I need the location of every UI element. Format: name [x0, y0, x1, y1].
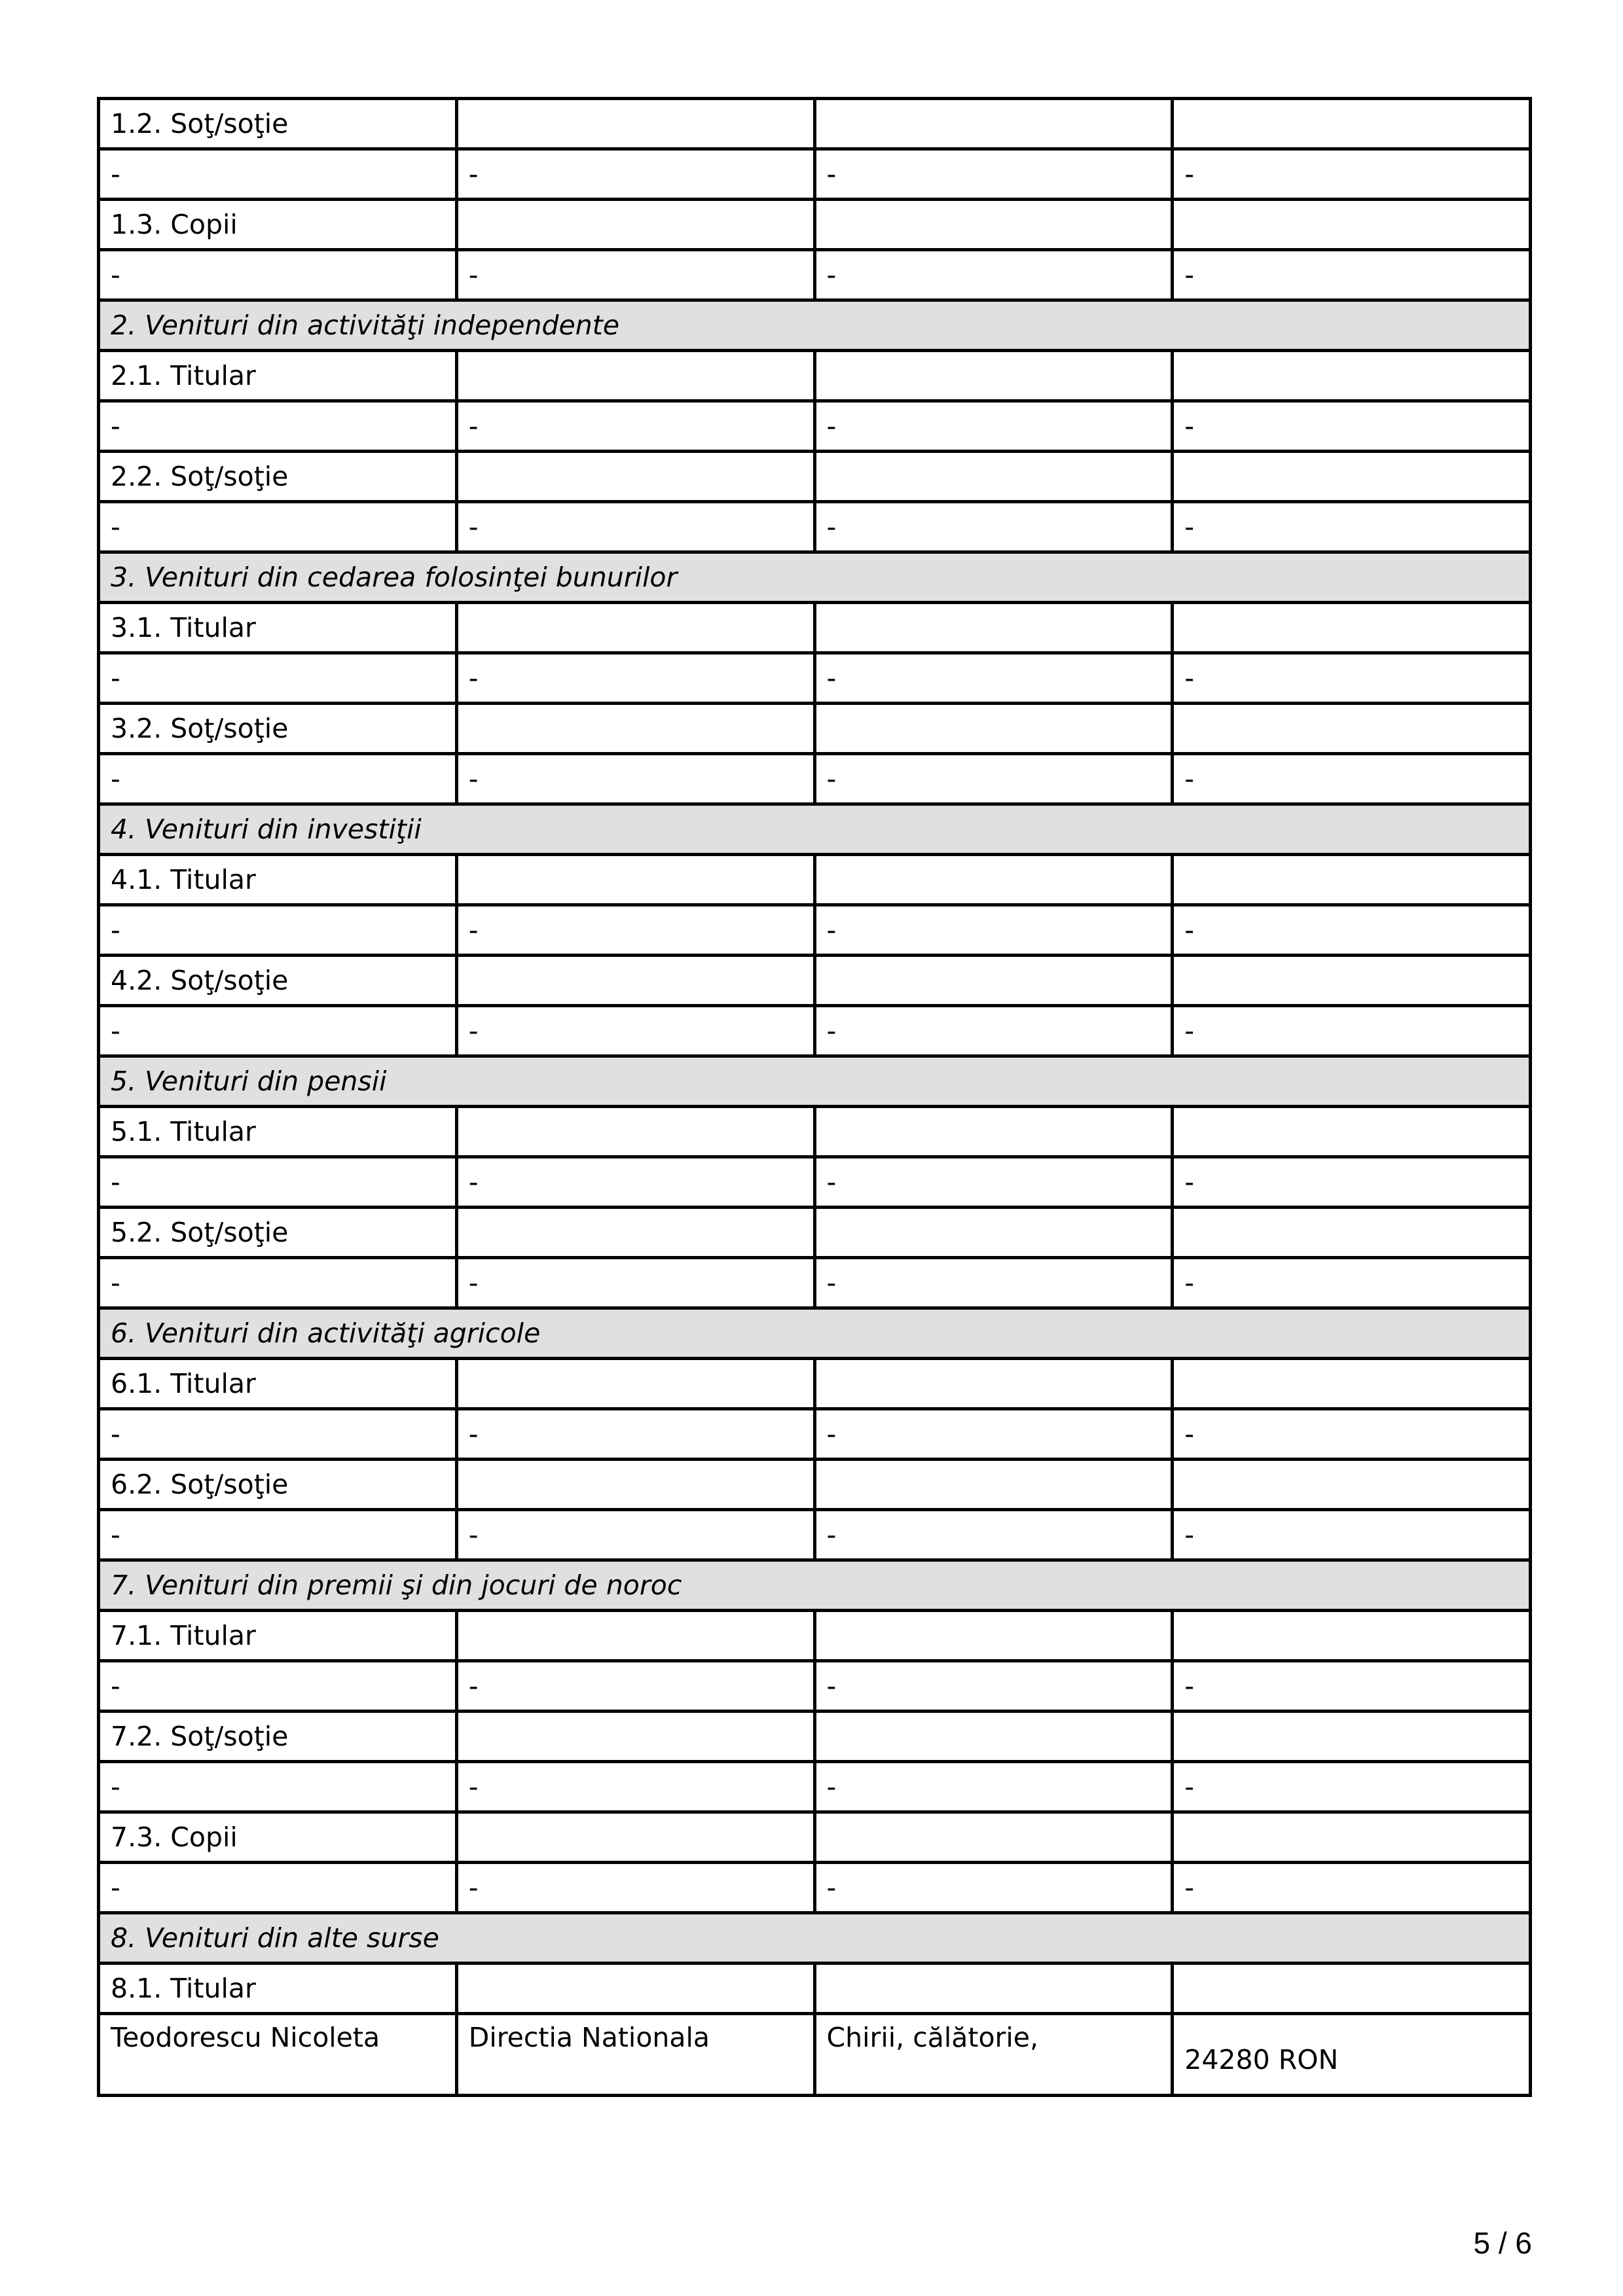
empty-cell — [814, 1964, 1173, 2014]
empty-cell — [456, 452, 814, 502]
payer-cell: Directia Nationala — [456, 2014, 814, 2096]
service-cell: - — [814, 1762, 1173, 1812]
empty-cell — [814, 1712, 1173, 1762]
empty-entry-row — [99, 1006, 1531, 1056]
amount-cell: - — [1173, 754, 1531, 804]
empty-cell — [456, 1964, 814, 2014]
subsection-label: 7.2. Soţ/soţie — [99, 1712, 457, 1762]
subsection-row — [99, 1460, 1531, 1510]
subsection-label: 6.1. Titular — [99, 1359, 457, 1409]
subsection-row — [99, 351, 1531, 401]
payer-cell: - — [456, 149, 814, 200]
empty-cell — [814, 956, 1173, 1006]
payer-cell: - — [456, 1006, 814, 1056]
empty-cell — [1173, 603, 1531, 653]
payer-cell: - — [456, 653, 814, 704]
empty-cell — [456, 1611, 814, 1661]
section-header-label: 7. Venituri din premii şi din jocuri de noroc — [99, 1560, 1531, 1611]
payer-cell: - — [456, 250, 814, 300]
empty-cell — [1173, 956, 1531, 1006]
amount-cell: - — [1173, 1157, 1531, 1208]
amount-cell: - — [1173, 905, 1531, 956]
subsection-row — [99, 1359, 1531, 1409]
empty-cell — [1173, 855, 1531, 905]
empty-cell — [456, 99, 814, 149]
income-source-cell: Teodorescu Nicoleta — [99, 2014, 457, 2096]
income-entry-row — [99, 2014, 1531, 2096]
amount-cell: - — [1173, 1762, 1531, 1812]
service-cell: - — [814, 1006, 1173, 1056]
subsection-row — [99, 956, 1531, 1006]
service-cell: - — [814, 250, 1173, 300]
empty-cell — [814, 1460, 1173, 1510]
income-source-cell: - — [99, 905, 457, 956]
subsection-label: 3.2. Soţ/soţie — [99, 704, 457, 754]
income-table-body — [99, 99, 1531, 2096]
empty-cell — [1173, 1611, 1531, 1661]
payer-cell: - — [456, 1661, 814, 1712]
subsection-label: 2.2. Soţ/soţie — [99, 452, 457, 502]
empty-cell — [456, 603, 814, 653]
empty-cell — [1173, 1964, 1531, 2014]
empty-cell — [456, 200, 814, 250]
payer-cell: - — [456, 1157, 814, 1208]
subsection-label: 3.1. Titular — [99, 603, 457, 653]
service-cell: - — [814, 905, 1173, 956]
income-source-cell: - — [99, 1510, 457, 1560]
empty-cell — [814, 704, 1173, 754]
income-source-cell: - — [99, 1006, 457, 1056]
service-cell: Chirii, călătorie, — [814, 2014, 1173, 2096]
income-source-cell: - — [99, 401, 457, 452]
subsection-row — [99, 1964, 1531, 2014]
empty-entry-row — [99, 149, 1531, 200]
subsection-label: 5.1. Titular — [99, 1107, 457, 1157]
subsection-row — [99, 1812, 1531, 1863]
income-source-cell: - — [99, 1157, 457, 1208]
payer-cell: - — [456, 1762, 814, 1812]
empty-cell — [814, 351, 1173, 401]
empty-cell — [1173, 1359, 1531, 1409]
subsection-label: 4.1. Titular — [99, 855, 457, 905]
payer-cell: - — [456, 1863, 814, 1913]
amount-cell: - — [1173, 653, 1531, 704]
empty-entry-row — [99, 1762, 1531, 1812]
empty-cell — [814, 200, 1173, 250]
empty-cell — [456, 1712, 814, 1762]
payer-cell: - — [456, 1409, 814, 1460]
empty-cell — [814, 1107, 1173, 1157]
service-cell: - — [814, 149, 1173, 200]
payer-cell: - — [456, 1258, 814, 1308]
amount-cell: - — [1173, 250, 1531, 300]
page-number: 5 / 6 — [1473, 2226, 1532, 2260]
empty-cell — [456, 1107, 814, 1157]
empty-cell — [1173, 704, 1531, 754]
empty-entry-row — [99, 502, 1531, 552]
payer-cell: - — [456, 905, 814, 956]
empty-cell — [1173, 1812, 1531, 1863]
section-header-label: 3. Venituri din cedarea folosinţei bunurilor — [99, 552, 1531, 603]
service-cell: - — [814, 1661, 1173, 1712]
empty-entry-row — [99, 1863, 1531, 1913]
empty-entry-row — [99, 250, 1531, 300]
section-header-label: 6. Venituri din activităţi agricole — [99, 1308, 1531, 1359]
amount-cell: - — [1173, 401, 1531, 452]
empty-cell — [1173, 200, 1531, 250]
section-header-row — [99, 804, 1531, 855]
empty-cell — [814, 452, 1173, 502]
empty-entry-row — [99, 905, 1531, 956]
section-header-row — [99, 552, 1531, 603]
payer-cell: - — [456, 502, 814, 552]
service-cell: - — [814, 1863, 1173, 1913]
amount-cell: - — [1173, 502, 1531, 552]
section-header-row — [99, 1308, 1531, 1359]
service-cell: - — [814, 653, 1173, 704]
income-source-cell: - — [99, 1258, 457, 1308]
section-header-label: 4. Venituri din investiţii — [99, 804, 1531, 855]
empty-entry-row — [99, 1510, 1531, 1560]
empty-entry-row — [99, 401, 1531, 452]
empty-cell — [1173, 452, 1531, 502]
empty-entry-row — [99, 754, 1531, 804]
empty-cell — [814, 99, 1173, 149]
empty-cell — [456, 1812, 814, 1863]
empty-cell — [456, 1208, 814, 1258]
subsection-label: 7.1. Titular — [99, 1611, 457, 1661]
subsection-label: 4.2. Soţ/soţie — [99, 956, 457, 1006]
section-header-label: 5. Venituri din pensii — [99, 1056, 1531, 1107]
subsection-row — [99, 603, 1531, 653]
amount-cell: 24280 RON — [1173, 2014, 1531, 2096]
empty-cell — [1173, 351, 1531, 401]
section-header-row — [99, 300, 1531, 351]
amount-cell: - — [1173, 1510, 1531, 1560]
empty-cell — [1173, 1460, 1531, 1510]
service-cell: - — [814, 1510, 1173, 1560]
service-cell: - — [814, 754, 1173, 804]
income-source-cell: - — [99, 754, 457, 804]
subsection-row — [99, 200, 1531, 250]
payer-cell: - — [456, 401, 814, 452]
empty-cell — [814, 855, 1173, 905]
empty-entry-row — [99, 653, 1531, 704]
section-header-label: 2. Venituri din activităţi independente — [99, 300, 1531, 351]
empty-cell — [1173, 1107, 1531, 1157]
empty-cell — [1173, 1712, 1531, 1762]
amount-cell: - — [1173, 1409, 1531, 1460]
income-source-cell: - — [99, 1661, 457, 1712]
subsection-label: 7.3. Copii — [99, 1812, 457, 1863]
empty-cell — [814, 1611, 1173, 1661]
subsection-row — [99, 1107, 1531, 1157]
subsection-label: 8.1. Titular — [99, 1964, 457, 2014]
subsection-row — [99, 704, 1531, 754]
payer-cell: - — [456, 1510, 814, 1560]
section-header-label: 8. Venituri din alte surse — [99, 1913, 1531, 1964]
subsection-label: 1.3. Copii — [99, 200, 457, 250]
income-source-cell: - — [99, 149, 457, 200]
amount-cell: - — [1173, 149, 1531, 200]
income-source-cell: - — [99, 653, 457, 704]
subsection-label: 6.2. Soţ/soţie — [99, 1460, 457, 1510]
subsection-label: 2.1. Titular — [99, 351, 457, 401]
income-table — [97, 97, 1532, 2097]
empty-entry-row — [99, 1409, 1531, 1460]
empty-cell — [456, 956, 814, 1006]
subsection-row — [99, 855, 1531, 905]
empty-cell — [456, 1460, 814, 1510]
empty-cell — [814, 603, 1173, 653]
service-cell: - — [814, 1409, 1173, 1460]
income-source-cell: - — [99, 250, 457, 300]
income-source-cell: - — [99, 1409, 457, 1460]
empty-cell — [456, 704, 814, 754]
empty-cell — [1173, 99, 1531, 149]
income-source-cell: - — [99, 1863, 457, 1913]
empty-cell — [814, 1812, 1173, 1863]
income-source-cell: - — [99, 502, 457, 552]
service-cell: - — [814, 1157, 1173, 1208]
empty-entry-row — [99, 1661, 1531, 1712]
payer-cell: - — [456, 754, 814, 804]
subsection-row — [99, 1611, 1531, 1661]
empty-cell — [456, 855, 814, 905]
empty-cell — [814, 1208, 1173, 1258]
amount-cell: - — [1173, 1258, 1531, 1308]
section-header-row — [99, 1056, 1531, 1107]
amount-cell: - — [1173, 1661, 1531, 1712]
empty-entry-row — [99, 1258, 1531, 1308]
subsection-label: 1.2. Soţ/soţie — [99, 99, 457, 149]
subsection-row — [99, 1712, 1531, 1762]
amount-cell: - — [1173, 1863, 1531, 1913]
subsection-label: 5.2. Soţ/soţie — [99, 1208, 457, 1258]
subsection-row — [99, 99, 1531, 149]
section-header-row — [99, 1913, 1531, 1964]
subsection-row — [99, 452, 1531, 502]
amount-cell: - — [1173, 1006, 1531, 1056]
section-header-row — [99, 1560, 1531, 1611]
subsection-row — [99, 1208, 1531, 1258]
empty-cell — [456, 1359, 814, 1409]
income-source-cell: - — [99, 1762, 457, 1812]
service-cell: - — [814, 401, 1173, 452]
empty-cell — [1173, 1208, 1531, 1258]
empty-entry-row — [99, 1157, 1531, 1208]
empty-cell — [814, 1359, 1173, 1409]
empty-cell — [456, 351, 814, 401]
service-cell: - — [814, 502, 1173, 552]
service-cell: - — [814, 1258, 1173, 1308]
